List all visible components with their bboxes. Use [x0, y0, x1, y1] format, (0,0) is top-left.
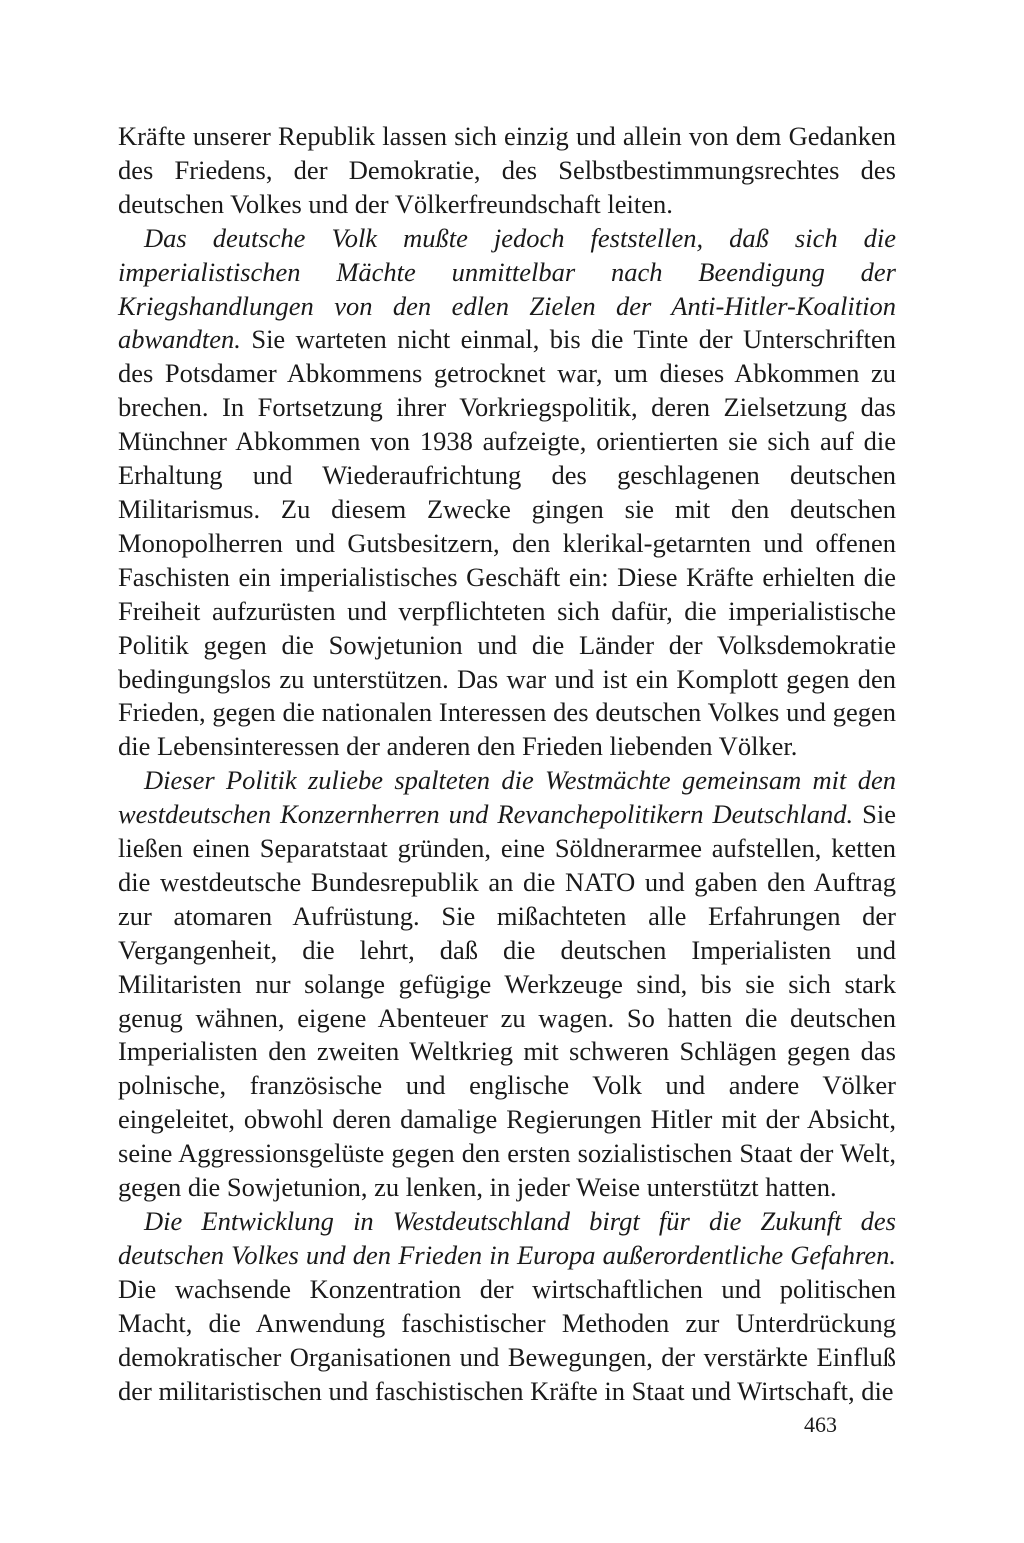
- paragraph-3: [118, 764, 896, 1205]
- page-body: [118, 120, 896, 1408]
- paragraph-1: [118, 120, 896, 222]
- paragraph-4-italic: Die Entwicklung in Westdeutschland birgt für die Zukunft des deutschen Volkes und den Frieden in Europa außerordentliche Gefahren.: [118, 1206, 896, 1270]
- paragraph-3-italic: Dieser Politik zuliebe spalteten die Westmächte gemeinsam mit den westdeutschen Konzernherren und Revanchepolitikern Deutschland.: [118, 765, 896, 830]
- paragraph-4-text: Die wachsende Konzentration der wirtschaftlichen und politischen Macht, die Anwendung faschistischer Methoden zur Unterdrückung demokratischer Organisationen und Bewegungen, der verstärkte Einfluß der militaristischen und faschistischen Kräfte in Staat und Wirtschaft, die: [118, 1273, 896, 1406]
- paragraph-2-text: Sie warteten nicht einmal, bis die Tinte der Unterschriften des Potsdamer Abkommens getrocknet war, um dieses Abkommen zu brechen. In Fortsetzung ihrer Vorkriegspolitik, deren Zielsetzung das Münchner Abkommen von 1938 aufzeigte, orientierten sie sich auf die Erhaltung und Wiederaufrichtung des geschlagenen deutschen Militarismus. Zu diesem Zwecke gingen sie mit den deutschen Monopolherren und Gutsbesitzern, den klerikal-getarnten und offenen Faschisten ein imperialistisches Geschäft ein: Diese Kräfte erhielten die Freiheit aufzurüsten und verpflichteten sich dafür, die imperialistische Politik gegen die Sowjetunion und die Länder der Volksdemokratie bedingungslos zu unterstützen. Das war und ist ein Komplott gegen den Frieden, gegen die nationalen Interessen des deutschen Volkes und gegen die Lebensinteressen der anderen den Frieden liebenden Völker.: [118, 324, 896, 762]
- paragraph-2: [118, 222, 896, 765]
- paragraph-4: [118, 1205, 896, 1408]
- paragraph-1-text: Kräfte unserer Republik lassen sich einzig und allein von dem Gedanken des Friedens, der Demokratie, des Selbstbestimmungsrechtes des deutschen Volkes und der Völkerfreundschaft leiten.: [118, 121, 896, 219]
- paragraph-3-text: Sie ließen einen Separatstaat gründen, eine Söldnerarmee aufstellen, ketten die westdeutsche Bundesrepublik an die NATO und gaben den Auftrag zur atomaren Aufrüstung. Sie mißachteten alle Erfahrungen der Vergangenheit, die lehrt, daß die deutschen Imperialisten und Militaristen nur solange gefügige Werkzeuge sind, bis sie sich stark genug wähnen, eigene Abenteuer zu wagen. So hatten die deutschen Imperialisten den zweiten Weltkrieg mit schweren Schlägen gegen das polnische, französische und englische Volk und andere Völker eingeleitet, obwohl deren damalige Regierungen Hitler mit der Absicht, seine Aggressionsgelüste gegen den ersten sozialistischen Staat der Welt, gegen die Sowjetunion, zu lenken, in jeder Weise unterstützt hatten.: [118, 799, 896, 1203]
- page-number: 463: [804, 1412, 837, 1437]
- paragraph-2-italic: Das deutsche Volk mußte jedoch feststellen, daß sich die imperialistischen Mächte unmittelbar nach Beendigung der Kriegshandlungen von den edlen Zielen der Anti-Hitler-Koalition abwandten.: [118, 222, 896, 355]
